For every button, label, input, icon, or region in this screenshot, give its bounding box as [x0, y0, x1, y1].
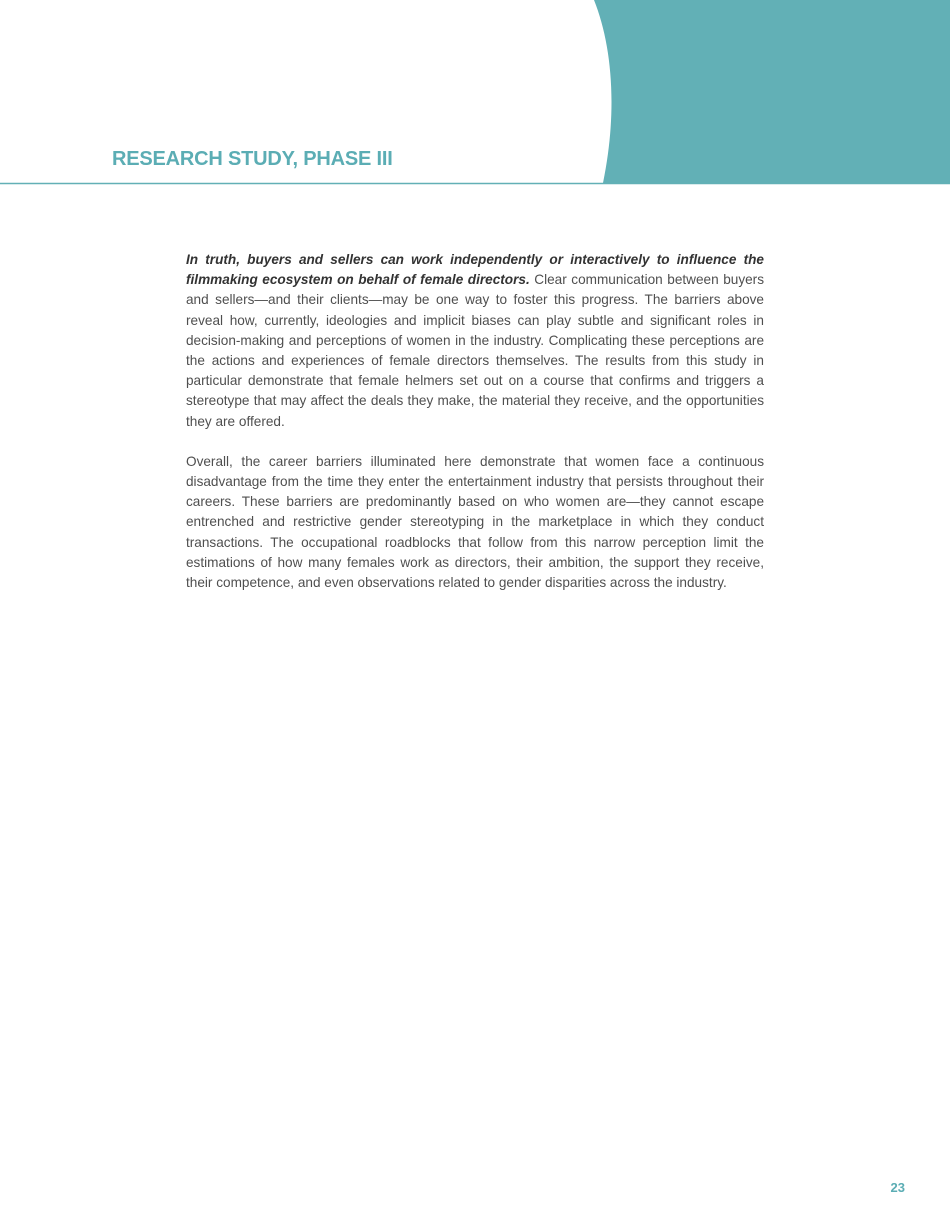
paragraph-2: Overall, the career barriers illuminated here demonstrate that women face a continuous disadvantage from the time they enter the entertainment industry that persists throughout their careers. These barriers are predominantly based on who women are—they cannot escape entrenched and restrictive gender stereotyping in the marketplace in which they conduct transactions. The occupational roadblocks that follow from this narrow perception limit the estimations of how many females work as directors, their ambition, the support they receive, their competence, and even observations related to gender disparities across the industry. [186, 453, 764, 591]
paragraph-1 [186, 250, 764, 432]
section-title: RESEARCH STUDY, PHASE III [112, 148, 393, 170]
page-number: 23 [890, 1180, 905, 1195]
paragraph-1-lead: In truth, buyers and sellers can work independently or interactively to influence the filmmaking ecosystem on behalf of female directors. [186, 252, 764, 288]
article-body [186, 250, 764, 613]
paragraph-1-text: Clear communication between buyers and sellers—and their clients—may be one way to foster this progress. The barriers above reveal how, currently, ideologies and implicit biases can play subtle and significant roles in decision-making and perceptions of women in the industry. Complicating these perceptions are the actions and experiences of female directors themselves. The results from this study in particular demonstrate that female helmers set out on a course that confirms and triggers a stereotype that may affect the deals they make, the material they receive, and the opportunities they are offered. [186, 272, 764, 429]
teal-curve-shape [594, 0, 950, 183]
